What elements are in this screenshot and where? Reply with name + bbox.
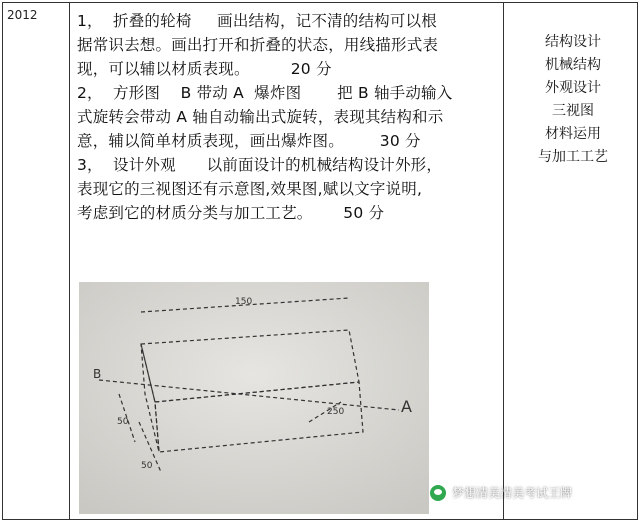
dim-label-right: 250 [327, 407, 345, 417]
question-1-line-2: 据常识去想。画出打开和折叠的状态，用线描形式表 [77, 36, 439, 54]
watermark [430, 484, 572, 501]
year-cell: 2012 [7, 8, 38, 22]
dim-label-left: 50 [117, 417, 129, 427]
watermark-text: 梦想清美清美考试王牌 [452, 486, 573, 500]
sketch-label-b: B [93, 367, 102, 381]
question-1-line-3: 现，可以辅以材质表现。 20 分 [77, 60, 332, 78]
tag-processing: 与加工工艺 [538, 149, 608, 165]
tag-material-use: 材料运用 [545, 126, 601, 142]
question-2-line-2: 式旋转会带动 A 轴自动输出式旋转，表现其结构和示 [77, 108, 444, 126]
box-sketch [79, 282, 429, 514]
dim-label-bottom: 50 [141, 461, 153, 471]
column-divider-1 [69, 3, 70, 519]
question-content [77, 9, 501, 225]
dim-label-top: 150 [235, 297, 253, 307]
sketch-label-a: A [401, 397, 412, 416]
question-2-line-3: 意，辅以简单材质表现，画出爆炸图。 30 分 [77, 132, 421, 150]
tag-mechanical-structure: 机械结构 [545, 57, 601, 73]
question-3-line-1: 3， 设计外观 以前面设计的机械结构设计外形， [77, 156, 443, 174]
tag-three-views: 三视图 [552, 103, 594, 119]
paper-background [79, 282, 429, 514]
topic-tags [509, 31, 637, 169]
question-1-line-1: 1， 折叠的轮椅 画出结构，记不清的结构可以根 [77, 12, 437, 30]
tag-structure-design: 结构设计 [545, 34, 601, 50]
wechat-icon [430, 485, 446, 501]
question-2-line-1: 2， 方形图 B 带动 A 爆炸图 把 B 轴手动输入 [77, 84, 453, 102]
column-divider-2 [503, 3, 504, 519]
sketch-photo [79, 282, 429, 514]
tag-appearance-design: 外观设计 [545, 80, 601, 96]
question-3-line-2: 表现它的三视图还有示意图,效果图,赋以文字说明, [77, 180, 423, 198]
question-3-line-3: 考虑到它的材质分类与加工工艺。 50 分 [77, 204, 385, 222]
